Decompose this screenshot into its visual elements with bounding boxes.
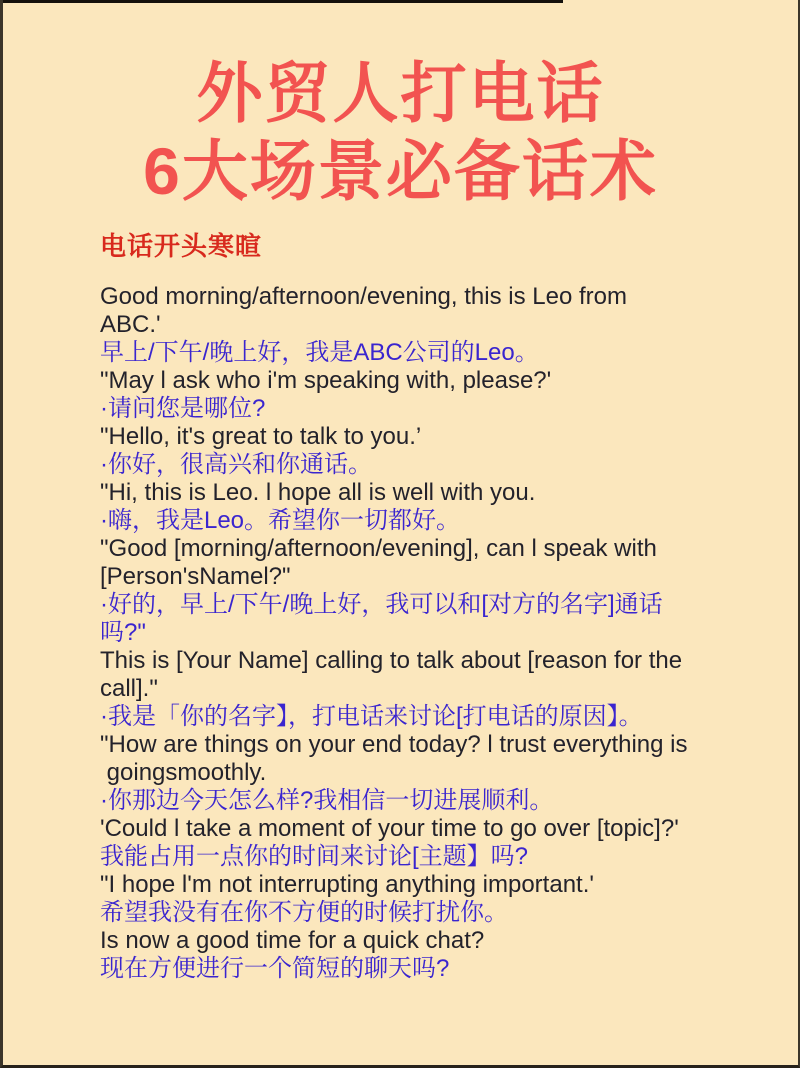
script-line: "I hope l'm not interrupting anything important.': [100, 871, 594, 898]
script-line: ·请问您是哪位?: [100, 395, 266, 422]
script-line: "How are things on your end today? l trust everything is: [100, 731, 688, 758]
script-line: [Person'sNamel?": [100, 563, 291, 590]
title-line-2: 6大场景必备话术: [143, 134, 658, 208]
script-line: ABC.': [100, 311, 161, 338]
script-line: This is [Your Name] calling to talk about [reason for the: [100, 647, 683, 674]
script-line: Good morning/afternoon/evening, this is Leo from: [100, 283, 627, 310]
script-line: goingsmoothly.: [100, 759, 267, 786]
script-line: ·你好，很高兴和你通话。: [100, 451, 372, 478]
script-line: "May l ask who i'm speaking with, please?': [100, 367, 552, 394]
script-line: ·好的，早上/下午/晚上好，我可以和[对方的名字]通话: [100, 591, 663, 618]
script-line: ·我是「你的名字】，打电话来讨论[打电话的原因】。: [100, 703, 643, 730]
poster: [3, 0, 798, 983]
page-title: [3, 54, 798, 210]
script-line: 吗?": [100, 619, 146, 646]
script-line: "Hello, it's great to talk to you.’: [100, 423, 422, 450]
script-list: [100, 283, 780, 983]
title-line-1: 外贸人打电话: [196, 56, 605, 130]
script-line: 我能占用一点你的时间来讨论[主题】吗?: [100, 843, 529, 870]
script-line: Is now a good time for a quick chat?: [100, 927, 485, 954]
script-line: 早上/下午/晚上好，我是ABC公司的Leo。: [100, 339, 539, 366]
script-line: "Good [morning/afternoon/evening], can l speak with: [100, 535, 657, 562]
script-line: ·你那边今天怎么样?我相信一切进展顺利。: [100, 787, 554, 814]
script-line: ·嗨，我是Leo。希望你一切都好。: [100, 507, 461, 534]
script-line: 希望我没有在你不方便的时候打扰你。: [100, 899, 508, 926]
top-edge-line: [3, 0, 563, 3]
script-line: 现在方便进行一个简短的聊天吗?: [100, 955, 450, 982]
script-line: call].": [100, 675, 158, 702]
section-heading: 电话开头寒暄: [100, 231, 263, 261]
script-line: 'Could l take a moment of your time to go over [topic]?': [100, 815, 679, 842]
script-line: "Hi, this is Leo. l hope all is well with you.: [100, 479, 536, 506]
